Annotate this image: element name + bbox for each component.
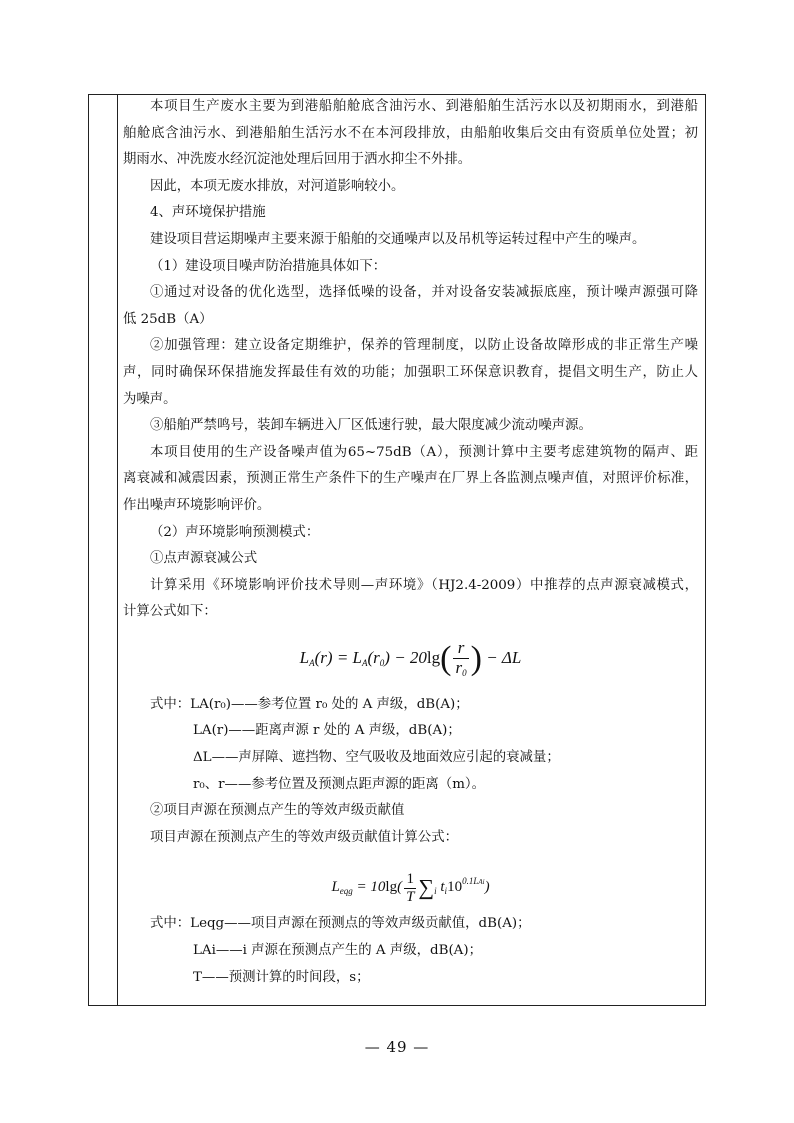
measure-item: 低 25dB（A）: [123, 311, 213, 327]
formula-definition: 式中：Leqg——项目声源在预测点的等效声级贡献值，dB(A)；: [150, 916, 531, 932]
formula-definition: T——预测计算的时间段，s；: [193, 969, 370, 985]
paragraph-line: 建设项目营运期噪声主要来源于船舶的交通噪声以及吊机等运转过程中产生的噪声。: [150, 231, 646, 247]
paragraph-line: 项目声源在预测点产生的等效声级贡献值计算公式：: [150, 829, 458, 845]
formula-definition: LAi——i 声源在预测点产生的 A 声级，dB(A)；: [193, 943, 482, 959]
paragraph-line: 本项目生产废水主要为到港船舶舱底含油污水、到港船舶生活污水以及初期雨水，到港船: [150, 99, 698, 114]
subsection-heading: （2）声环境影响预测模式：: [150, 524, 320, 540]
formula-heading: ①点声源衰减公式: [150, 551, 258, 567]
measure-item: ③船舶严禁鸣号，装卸车辆进入厂区低速行驶，最大限度减少流动噪声源。: [150, 418, 592, 434]
point-source-attenuation-formula: LA(r) = LA(r0) − 20lg( $\frac{r}{r0}$ ) − ΔL: [299, 638, 522, 678]
paragraph-line: 计算公式如下：: [123, 604, 217, 620]
formula-heading: ②项目声源在预测点产生的等效声级贡献值: [150, 803, 405, 819]
paragraph-line: 本项目使用的生产设备噪声值为65~75dB（A），预测计算中主要考虑建筑物的隔声、距: [150, 444, 698, 460]
subsection-heading: （1）建设项目噪声防治措施具体如下：: [150, 258, 387, 274]
formula-definition: r₀、r——参考位置及预测点距声源的距离（m）。: [193, 776, 485, 792]
paragraph-line: 作出噪声环境影响评价。: [123, 497, 271, 513]
measure-item: ②加强管理：建立设备定期维护，保养的管理制度，以防止设备故障形成的非正常生产噪: [150, 338, 698, 354]
section-heading: 4、声环境保护措施: [150, 205, 266, 221]
formula-definition: 式中：LA(r₀)——参考位置 r₀ 处的 A 声级，dB(A)；: [150, 696, 469, 712]
paragraph-line: 离衰减和减震因素，预测正常生产条件下的生产噪声在厂界上各监测点噪声值，对照评价标准，: [123, 471, 698, 487]
page-number: — 49 —: [364, 1038, 430, 1056]
formula-definition: LA(r)——距离声源 r 处的 A 声级，dB(A)；: [193, 723, 461, 739]
formula-definition: ΔL——声屏障、遮挡物、空气吸收及地面效应引起的衰减量；: [193, 750, 560, 766]
measure-item: 为噪声。: [123, 391, 177, 407]
paragraph-line: 因此，本项无废水排放，对河道影响较小。: [150, 178, 405, 194]
equivalent-level-formula: $L_{eqg} = 10\lg$( $\frac{1}{T}$ $\sum_i$ $t_i10^{0.1LAi}$): [331, 871, 490, 905]
left-column: [89, 95, 118, 1005]
paragraph-line: 期雨水、冲洗废水经沉淀池处理后回用于洒水抑尘不外排。: [123, 152, 472, 168]
measure-item: 声，同时确保环保措施发挥最佳有效的功能；加强职工环保意识教育，提倡文明生产，防止人: [123, 364, 698, 380]
paragraph-line: 计算采用《环境影响评价技术导则—声环境》（HJ2.4-2009）中推荐的点声源衰减模式，: [150, 577, 698, 593]
paragraph-line: 舶舱底含油污水、到港船舶生活污水不在本河段排放，由船舶收集后交由有资质单位处置；初: [123, 125, 698, 141]
measure-item: ①通过对设备的优化选型，选择低噪的设备，并对设备安装减振底座，预计噪声源强可降: [150, 285, 698, 301]
document-body: [123, 94, 698, 991]
